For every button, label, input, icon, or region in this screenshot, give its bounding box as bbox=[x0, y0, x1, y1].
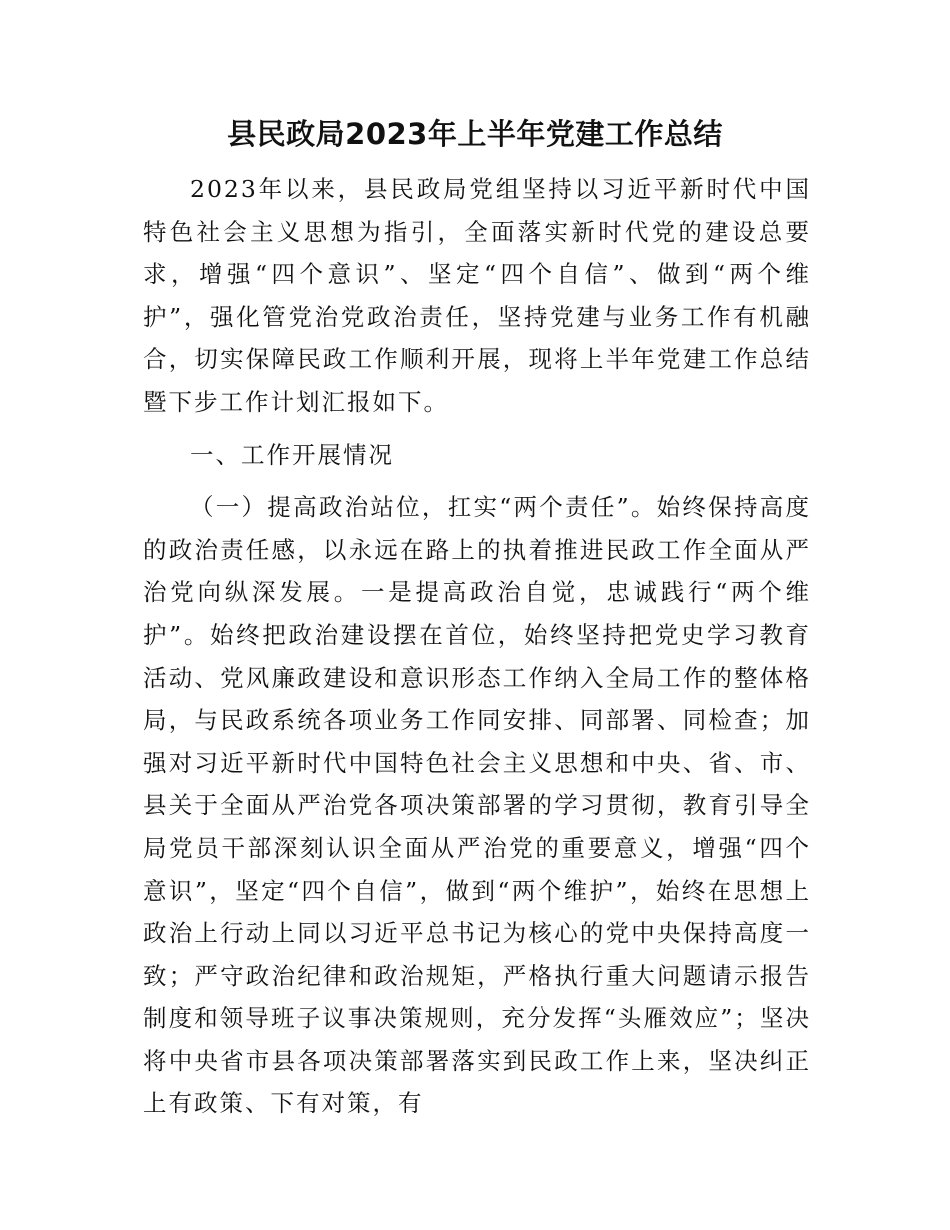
intro-paragraph: 2023年以来，县民政局党组坚持以习近平新时代中国特色社会主义思想为指引，全面落实新时代党的建设总要求，增强“四个意识”、坚定“四个自信”、做到“两个维护”，强化管党治党政治责任，坚持党建与业务工作有机融合，切实保障民政工作顺利开展，现将上半年党建工作总结暨下步工作计划汇报如下。 bbox=[143, 175, 811, 416]
section-1-paragraph-1: （一）提高政治站位，扛实“两个责任”。始终保持高度的政治责任感，以永远在路上的执着推进民政工作全面从严治党向纵深发展。一是提高政治自觉，忠诚践行“两个维护”。始终把政治建设摆在首位，始终坚持把党史学习教育活动、党风廉政建设和意识形态工作纳入全局工作的整体格局，与民政系统各项业务工作同安排、同部署、同检查；加强对习近平新时代中国特色社会主义思想和中央、省、市、县关于全面从严治党各项决策部署的学习贯彻，教育引导全局党员干部深刻认识全面从严治党的重要意义，增强“四个意识”，坚定“四个自信”，做到“两个维护”，始终在思想上政治上行动上同以习近平总书记为核心的党中央保持高度一致；严守政治纪律和政治规矩，严格执行重大问题请示报告制度和领导班子议事决策规则，充分发挥“头雁效应”；坚决将中央省市县各项决策部署落实到民政工作上来，坚决纠正上有政策、下有对策，有 bbox=[143, 493, 811, 1118]
document-body bbox=[143, 168, 811, 1125]
section-heading-1: 一、工作开展情况 bbox=[190, 440, 394, 469]
document-title: 县民政局2023年上半年党建工作总结 bbox=[227, 117, 723, 151]
